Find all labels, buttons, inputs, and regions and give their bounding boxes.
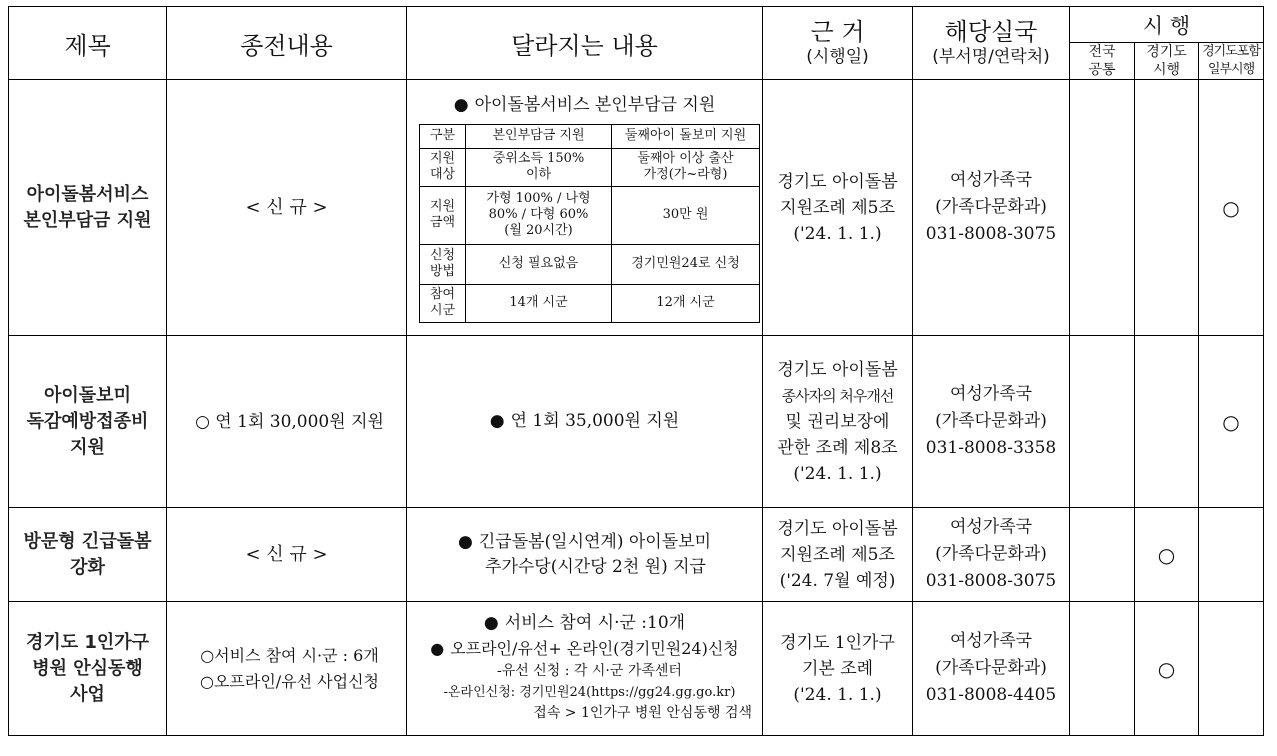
impl-partial-mark: ○ [1199,336,1264,508]
row-basis: 경기도 아이돌봄 지원조례 제5조 ('24. 7월 예정) [763,508,913,602]
row-title: 아이돌봄서비스 본인부담금 지원 [9,80,167,336]
row-changes: ● 연 1회 35,000원 지원 [407,336,763,508]
row-title: 경기도 1인가구 병원 안심동행 사업 [9,602,167,736]
policy-table [8,6,1264,736]
impl-national-mark [1070,602,1135,736]
header-impl-partial: 경기도포함 일부시행 [1199,43,1264,80]
row-basis: 경기도 아이돌봄 종사자의 처우개선 및 권리보장에 관한 조례 제8조 ('24. 1. 1.) [763,336,913,508]
header-impl-national: 전국 공통 [1070,43,1135,80]
row-basis: 경기도 1인가구 기본 조례 ('24. 1. 1.) [763,602,913,736]
row-dept: 여성가족국 (가족다문화과) 031-8008-3075 [913,80,1070,336]
row-previous: < 신 규 > [167,80,407,336]
bullet-icon: ● [458,531,473,552]
impl-gyeonggi-mark: ○ [1135,602,1199,736]
row-title: 아이돌보미 독감예방접종비 지원 [9,336,167,508]
header-changes: 달라지는 내용 [407,7,763,80]
bullet-icon: ● [483,613,499,633]
row-basis: 경기도 아이돌봄 지원조례 제5조 ('24. 1. 1.) [763,80,913,336]
row-previous: ○서비스 참여 시·군 : 6개 ○오프라인/유선 사업신청 [167,602,407,736]
impl-gyeonggi-mark: ○ [1135,508,1199,602]
row-changes: ● 서비스 참여 시·군 :10개 ● 오프라인/유선+ 온라인(경기민원24)신청 -유선 신청 : 각 시·군 가족센터 -온라인신청: 경기민원24(https://gg24.gg.go.kr) 접속 > 1인가구 병원 안심동행 검색 [407,602,763,736]
impl-partial-mark [1199,602,1264,736]
header-dept [913,7,1070,80]
support-detail-table: 구분 본인부담금 지원 둘째아이 돌보미 지원 지원 대상 중위소득 150% 이하 둘째아 이상 출산 가정(가~라형) 지원 금액 가형 100% / 나형 80% / 다형 60% (월 20시간) 30만 원 신청 방법 신청 필요없음 경기민원24로 신청 참여 시군 14개 시군 12개 시군 [419,124,760,323]
impl-national-mark [1070,336,1135,508]
row-previous: ○ 연 1회 30,000원 지원 [167,336,407,508]
impl-partial-mark: ○ [1199,80,1264,336]
impl-gyeonggi-mark [1135,80,1199,336]
table-row [9,602,1264,736]
impl-national-mark [1070,80,1135,336]
row-dept: 여성가족국 (가족다문화과) 031-8008-4405 [913,602,1070,736]
row-changes: ● 아이돌봄서비스 본인부담금 지원 구분 본인부담금 지원 둘째아이 돌보미 지원 지원 대상 중위소득 150% 이하 둘째아 이상 출산 가정(가~라형) 지원 금액 가형 100% / 나형 80% / 다형 60% (월 20시간) 30만 원 신청 방법 신청 필요없음 경기민원24로 신청 참여 시군 14개 시군 12개 시군 [407,80,763,336]
header-title: 제목 [9,7,167,80]
header-dept-sub: (부서명/연락처) [932,47,1050,67]
row-previous: < 신 규 > [167,508,407,602]
row-title: 방문형 긴급돌봄 강화 [9,508,167,602]
row-changes: ● 긴급돌봄(일시연계) 아이돌보미 추가수당(시간당 2천 원) 지급 [407,508,763,602]
header-basis [763,7,913,80]
table-row [9,508,1264,602]
impl-gyeonggi-mark [1135,336,1199,508]
header-implementation: 시 행 [1070,7,1264,43]
table-row [9,80,1264,336]
policy-change-document [8,6,1264,736]
bullet-icon: ● [430,639,445,658]
table-row [9,336,1264,508]
row-dept: 여성가족국 (가족다문화과) 031-8008-3075 [913,508,1070,602]
header-impl-gyeonggi: 경기도 시행 [1135,43,1199,80]
row-dept: 여성가족국 (가족다문화과) 031-8008-3358 [913,336,1070,508]
header-previous: 종전내용 [167,7,407,80]
impl-partial-mark [1199,508,1264,602]
bullet-icon: ● [489,411,505,431]
header-basis-sub: (시행일) [806,47,869,67]
bullet-icon: ● [453,94,469,115]
header-basis-label: 근 거 [810,18,865,46]
impl-national-mark [1070,508,1135,602]
header-dept-label: 해당실국 [944,18,1038,46]
